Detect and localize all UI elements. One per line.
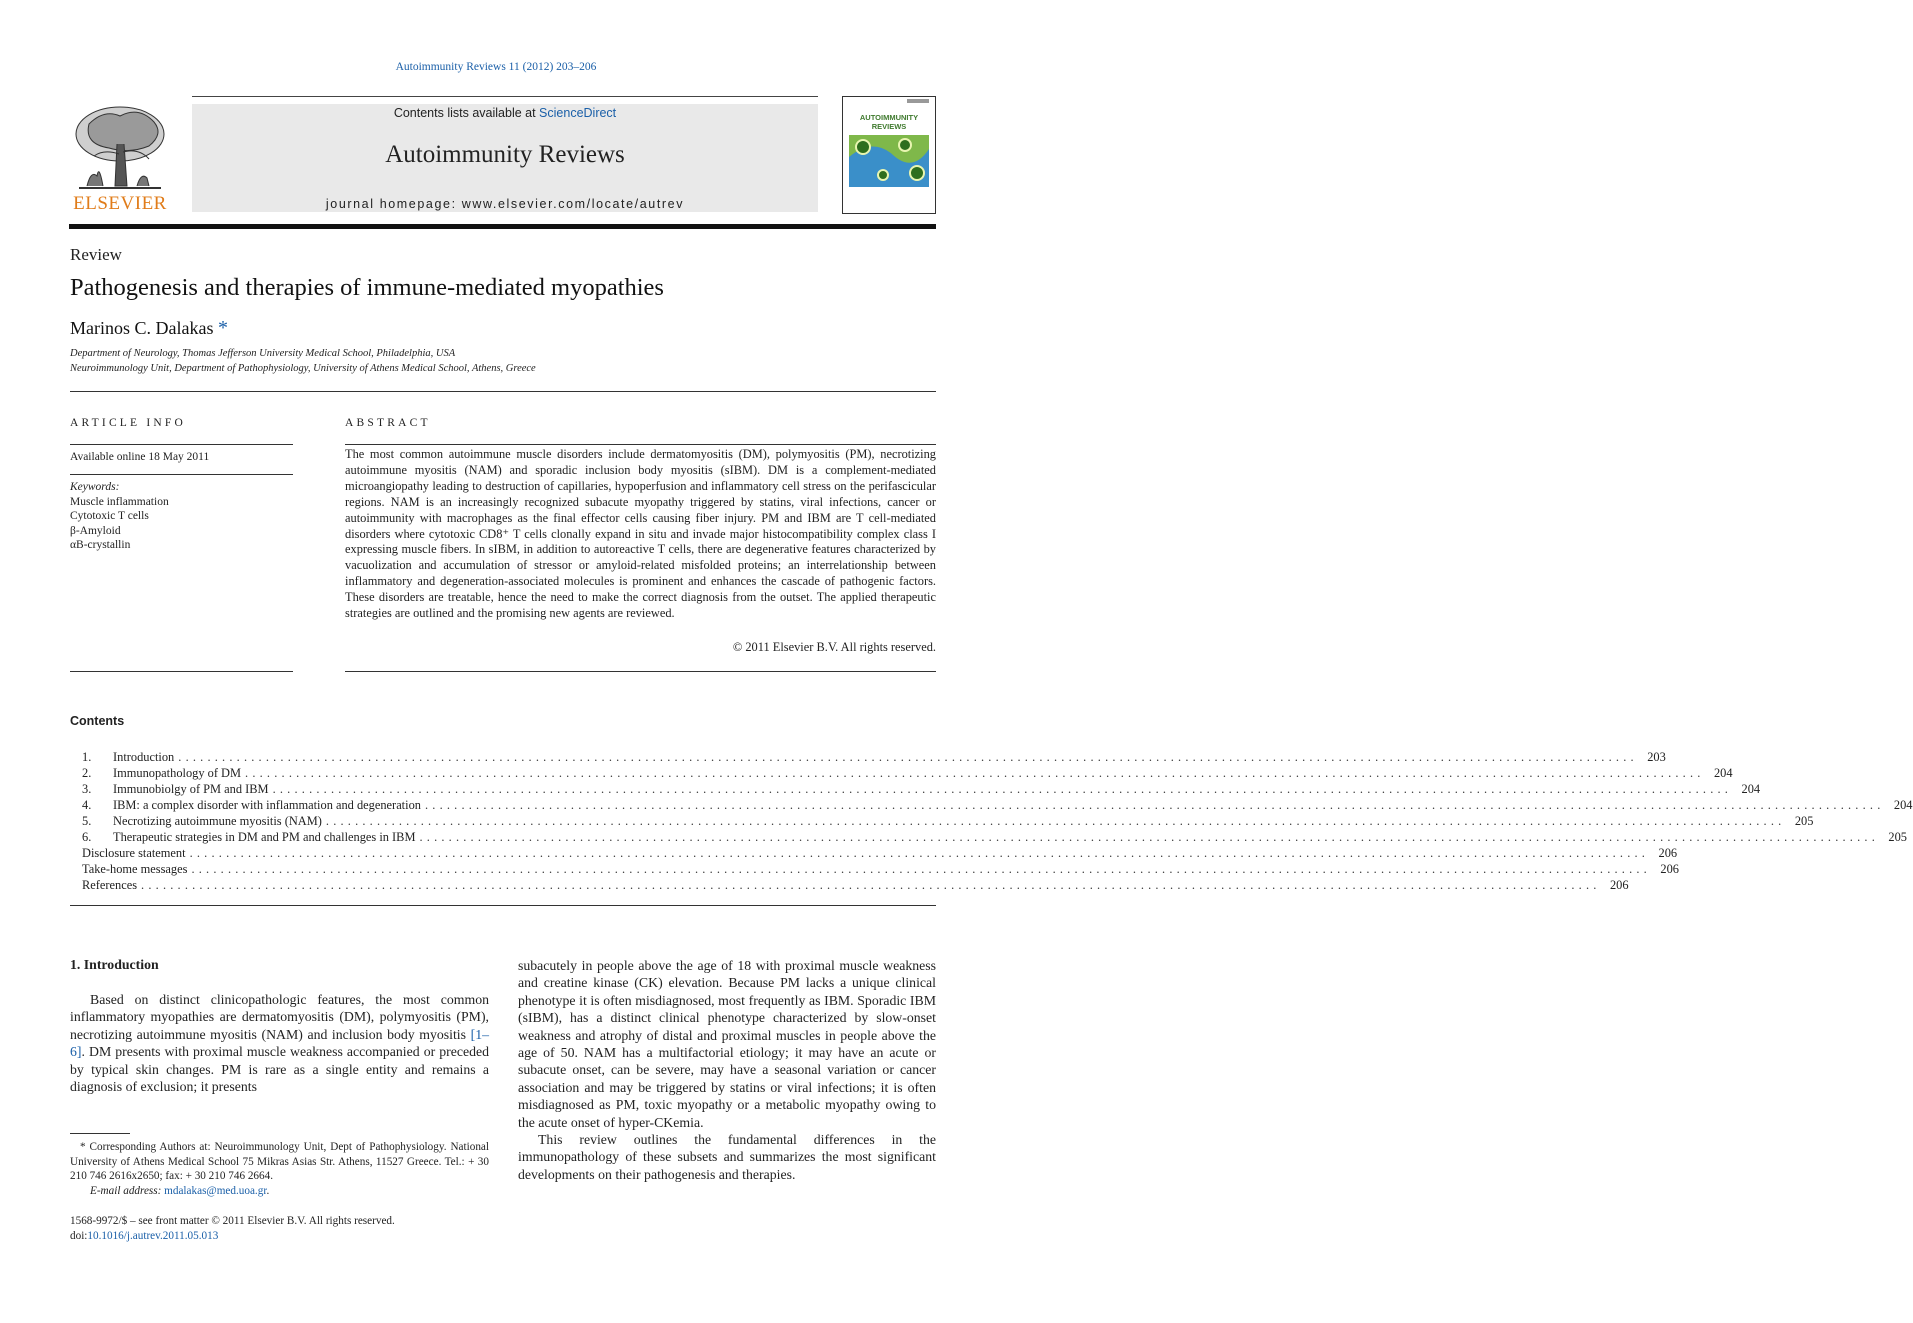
journal-cover: [842, 96, 936, 214]
toc-row[interactable]: [82, 845, 1678, 861]
email-end: .: [266, 1184, 270, 1197]
bottom-meta: [70, 1214, 395, 1243]
title-rule: [70, 391, 936, 392]
table-of-contents: [82, 749, 1913, 893]
author-line: [70, 317, 228, 340]
reference-link[interactable]: [1–6]: [70, 1026, 489, 1060]
intro-p1-end: . DM presents with proximal muscle weakness accompanied or preceded by typical skin changes. PM is rare as a single entity and remains a diagnosis of exclusion; it presents: [70, 1044, 489, 1095]
toc-leader-dots: ........................................................................................................................................................................................................: [272, 782, 1733, 796]
journal-name: Autoimmunity Reviews: [385, 141, 625, 168]
toc-title[interactable]: Introduction: [113, 750, 175, 764]
toc-page: 204: [1713, 766, 1733, 780]
keyword: αB-crystallin: [70, 539, 131, 551]
article-info-rule-1: [70, 444, 293, 445]
toc-row[interactable]: [82, 829, 1907, 845]
abstract-copyright: © 2011 Elsevier B.V. All rights reserved.: [732, 640, 936, 654]
toc-number: 6.: [82, 830, 92, 844]
email-label: E-mail address:: [90, 1184, 165, 1197]
article-info-rule-2: [70, 474, 293, 475]
email-link[interactable]: mdalakas@med.uoa.gr: [164, 1184, 267, 1197]
toc-page: 205: [1794, 814, 1814, 828]
keywords-label: Keywords:: [70, 481, 120, 493]
contents-prefix: Contents lists available at: [393, 106, 540, 120]
contents-available: [192, 106, 818, 120]
journal-citation[interactable]: Autoimmunity Reviews 11 (2012) 203–206: [395, 61, 597, 73]
cover-title-line-1: AUTOIMMUNITY: [859, 113, 919, 122]
elsevier-wordmark: ELSEVIER: [73, 193, 167, 214]
toc-title[interactable]: Therapeutic strategies in DM and PM and challenges in IBM: [113, 830, 416, 844]
toc-title[interactable]: Immunopathology of DM: [113, 766, 242, 780]
cover-title-line-2: REVIEWS: [871, 122, 907, 131]
toc-leader-dots: ........................................................................................................................................................................................................: [191, 862, 1651, 876]
issn-line: 1568-9972/$ – see front matter © 2011 Elsevier B.V. All rights reserved.: [70, 1215, 395, 1227]
toc-leader-dots: ........................................................................................................................................................................................................: [419, 830, 1879, 844]
article-title: Pathogenesis and therapies of immune-mediated myopathies: [70, 274, 664, 301]
banner-top-rule: [192, 96, 818, 97]
corresponding-author-footnote: [70, 1140, 489, 1198]
toc-row[interactable]: [82, 749, 1666, 765]
toc-page: 206: [1609, 878, 1629, 892]
toc-leader-dots: ........................................................................................................................................................................................................: [325, 814, 1786, 828]
journal-homepage[interactable]: journal homepage: www.elsevier.com/locate/autrev: [325, 197, 685, 211]
abstract-rule-2: [345, 671, 936, 672]
toc-page: 203: [1647, 750, 1666, 764]
affiliation-2: Neuroimmunology Unit, Department of Pathophysiology, University of Athens Medical School, Athens, Greece: [70, 363, 536, 374]
toc-page: 206: [1658, 846, 1678, 860]
abstract-rule-1: [345, 444, 936, 445]
toc-leader-dots: ........................................................................................................................................................................................................: [141, 878, 1601, 892]
toc-number: 1.: [82, 750, 92, 764]
toc-number: 4.: [82, 798, 92, 812]
intro-p1-start: Based on distinct clinicopathologic features, the most common inflammatory myopathies are dermatomyositis (DM), polymyositis (PM), necrotizing autoimmune myositis (NAM) and inclusion body myositis: [70, 992, 489, 1042]
sciencedirect-link[interactable]: ScienceDirect: [539, 106, 617, 120]
toc-leader-dots: ........................................................................................................................................................................................................: [245, 766, 1705, 780]
toc-title[interactable]: References: [82, 878, 138, 892]
intro-p1-continuation: subacutely in people above the age of 18 with proximal muscle weakness and creatine kinase (CK) elevation. Because PM lacks a unique clinical phenotype it is often misdiagnosed, most frequently as IBM. Sporadic IBM (sIBM), has a distinct clinical phenotype characterized by slow-onset weakness and atrophy of distal and proximal muscles in people above the age of 50. NAM has a multifactorial etiology; it may have an acute or subacute onset, can be severe, may have a seasonal variation or cancer association and may be triggered by statins or viral infections; it is often misdiagnosed as PM, toxic myopathy or a metabolic myopathy owing to the acute onset of hyper-CKemia.: [518, 958, 936, 1130]
abstract-heading: ABSTRACT: [345, 417, 431, 429]
abstract-text: The most common autoimmune muscle disorders include dermatomyositis (DM), polymyositis (PM), necrotizing autoimmune myositis (NAM) and sporadic inclusion body myositis (sIBM). DM is a complement-mediated microangiopathy leading to destruction of capillaries, hypoperfusion and inflammatory cell stress on the perifascicular regions. NAM is an increasingly recognized subacute myopathy triggered by statins, viral infections, cancer or autoimmunity with macrophages as the final effector cells causing fiber injury. PM and IBM are T cell-mediated disorders where cytotoxic CD8⁺ T cells clonally expand in situ and invade major histocompatibility complex class I expressing muscle fibers. In sIBM, in addition to autoreactive T cells, there are degenerative features characterized by vacuolization and accumulation of stressor or amyloid-related misfolded proteins; an interrelationship between inflammatory and degeneration-associated molecules is prominent and enhances the cascade of pathogenic factors. These disorders are treatable, hence the need to make the correct diagnosis from the outset. The applied therapeutic strategies are outlined and the promising new agents are reviewed.: [345, 447, 936, 621]
article-type: Review: [70, 245, 122, 264]
toc-title[interactable]: Disclosure statement: [82, 846, 186, 860]
contents-rule: [70, 905, 936, 906]
author-footnote-link[interactable]: *: [217, 317, 228, 339]
toc-page: 204: [1893, 798, 1913, 812]
intro-paragraph-1: [70, 991, 489, 1095]
author-name: Marinos C. Dalakas: [70, 318, 214, 338]
intro-paragraph-2: This review outlines the fundamental differences in the immunopathology of these subsets and summarizes the most significant developments on their pathogenesis and therapies.: [518, 1132, 936, 1182]
toc-leader-dots: ........................................................................................................................................................................................................: [189, 846, 1650, 860]
contents-heading: Contents: [70, 714, 125, 728]
keyword: Cytotoxic T cells: [70, 510, 149, 522]
toc-row[interactable]: [82, 765, 1733, 781]
doi-link[interactable]: 10.1016/j.autrev.2011.05.013: [87, 1229, 219, 1242]
toc-page: 204: [1741, 782, 1761, 796]
toc-title[interactable]: Necrotizing autoimmune myositis (NAM): [113, 814, 322, 828]
toc-title[interactable]: Immunobiolgy of PM and IBM: [113, 782, 269, 796]
footnote-rule: [70, 1133, 130, 1134]
section-heading-introduction: 1. Introduction: [70, 957, 159, 972]
intro-paragraph-continued: [518, 957, 936, 1183]
toc-number: 5.: [82, 814, 92, 828]
keyword: β-Amyloid: [70, 524, 121, 537]
toc-row[interactable]: [82, 781, 1761, 797]
toc-title[interactable]: Take-home messages: [82, 862, 188, 876]
toc-row[interactable]: [82, 877, 1629, 893]
affiliation-1: Department of Neurology, Thomas Jefferson University Medical School, Philadelphia, USA: [70, 348, 456, 359]
toc-row[interactable]: [82, 813, 1814, 829]
toc-leader-dots: ........................................................................................................................................................................................................: [424, 798, 1885, 812]
toc-row[interactable]: [82, 797, 1913, 813]
toc-title[interactable]: IBM: a complex disorder with inflammation and degeneration: [113, 798, 421, 812]
toc-leader-dots: ........................................................................................................................................................................................................: [178, 750, 1638, 764]
doi-label: doi:: [70, 1229, 88, 1242]
toc-row[interactable]: [82, 861, 1679, 877]
keywords-block: [70, 480, 169, 553]
article-info-heading: ARTICLE INFO: [70, 417, 186, 429]
available-online: Available online 18 May 2011: [70, 451, 210, 463]
keyword: Muscle inflammation: [70, 495, 169, 508]
footnote-text: * Corresponding Authors at: Neuroimmunology Unit, Dept of Pathophysiology. National University of Athens Medical School 75 Mikras Asias Str. Athens, 11527 Greece. Tel.: + 30 210 746 2616x2650; fax: + 30 210 746 2664.: [70, 1141, 489, 1182]
header-rule: [69, 224, 936, 229]
article-info-rule-3: [70, 671, 293, 672]
toc-page: 206: [1660, 862, 1679, 876]
toc-number: 2.: [82, 766, 92, 780]
toc-number: 3.: [82, 782, 92, 796]
toc-page: 205: [1888, 830, 1907, 844]
